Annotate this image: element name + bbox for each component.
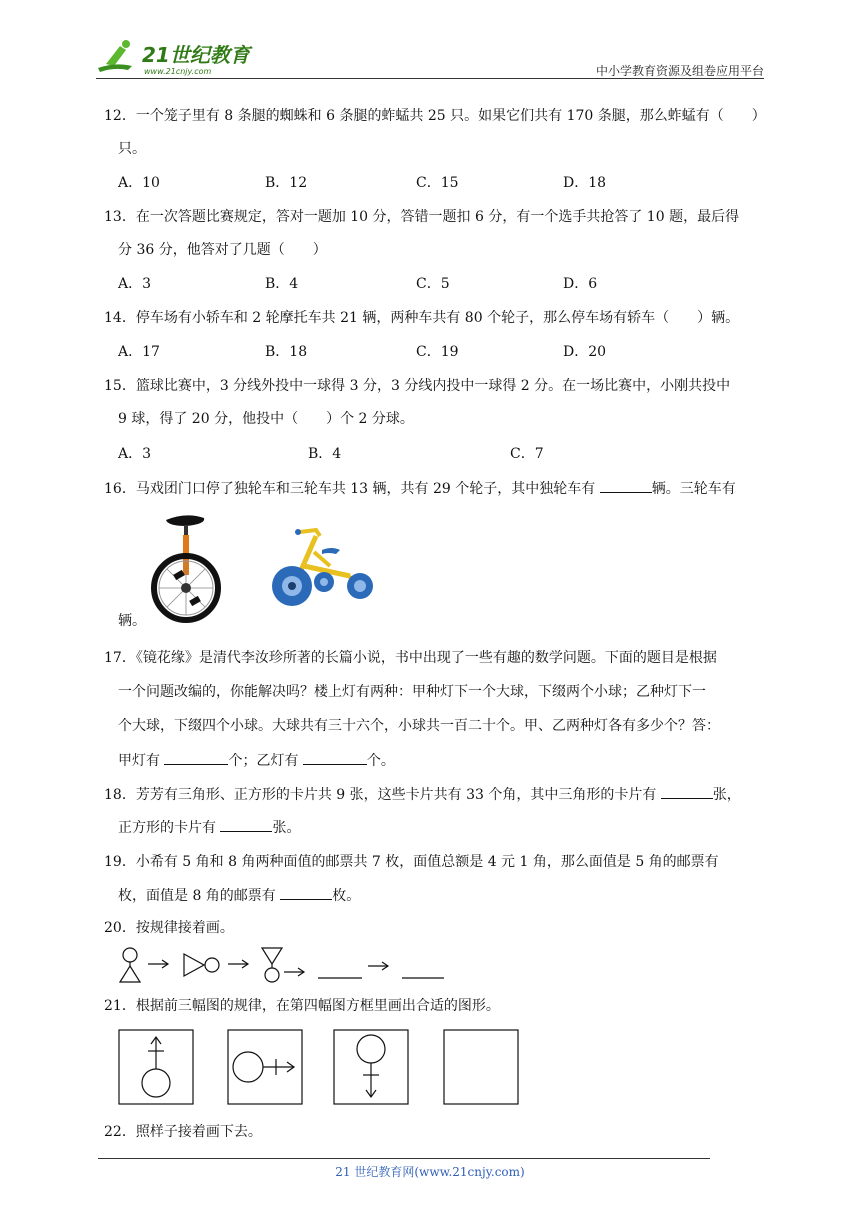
question-text: 在一次答题比赛规定，答对一题加 10 分，答错一题扣 6 分，有一个选手共抢答了 10 题，最后得 <box>135 209 740 225</box>
option-b[interactable]: B．4 <box>265 276 299 292</box>
option-d[interactable]: D．6 <box>563 276 598 292</box>
question-number: 14． <box>104 310 136 326</box>
question-15 <box>104 376 730 396</box>
question-12 <box>104 106 766 126</box>
option-c[interactable]: C．19 <box>416 344 459 360</box>
question-16-line2: 辆。 <box>118 613 146 629</box>
question-text: 马戏团门口停了独轮车和三轮车共 13 辆，共有 29 个轮子，其中独轮车有 <box>135 481 600 497</box>
svg-text:www.21cnjy.com: www.21cnjy.com <box>144 67 212 76</box>
answer-blank[interactable] <box>303 750 367 765</box>
question-number: 15． <box>104 378 136 394</box>
option-b[interactable]: B．18 <box>265 344 308 360</box>
question-17-line3: 个大球，下缀四个小球。大球共有三十六个，小球共一百二十个。甲、乙两种灯各有多少个？答： <box>118 718 720 734</box>
question-text-cont: 辆。三轮车有 <box>651 481 736 497</box>
question-17 <box>104 648 717 668</box>
question-16 <box>104 478 736 499</box>
question-number: 18． <box>104 787 136 803</box>
question-21 <box>104 996 500 1016</box>
answer-blank[interactable] <box>280 885 332 900</box>
answer-suffix: 个。 <box>366 753 395 769</box>
question-text: 《镜花缘》是清代李汝珍所著的长篇小说，书中出现了一些有趣的数学问题。下面的题目是根据 <box>135 650 717 666</box>
question-20 <box>104 918 234 938</box>
question-number: 16． <box>104 481 136 497</box>
question-number: 13． <box>104 209 136 225</box>
option-c[interactable]: C．7 <box>510 446 544 462</box>
question-13 <box>104 207 739 227</box>
pattern-boxes <box>116 1027 526 1107</box>
question-15-line2: 9 球，得了 20 分，他投中（ ）个 2 分球。 <box>118 411 414 427</box>
option-a[interactable]: A．10 <box>118 175 160 191</box>
answer-blank[interactable] <box>600 478 652 493</box>
header-divider <box>96 78 764 79</box>
question-number: 21． <box>104 998 136 1014</box>
question-17-line2: 一个问题改编的，你能解决吗？楼上灯有两种：甲种灯下一个大球，下缀两个小球；乙种灯下一 <box>118 684 706 700</box>
question-text: 照样子接着画下去。 <box>135 1124 262 1140</box>
footer-divider <box>98 1158 710 1159</box>
question-number: 17． <box>104 650 136 666</box>
footer-link[interactable]: 21 世纪教育网(www.21cnjy.com) <box>335 1165 525 1179</box>
question-number: 22． <box>104 1124 136 1140</box>
question-19 <box>104 852 719 872</box>
question-19-line2 <box>118 885 360 906</box>
question-text: 一个笼子里有 8 条腿的蜘蛛和 6 条腿的蚱蜢共 25 只。如果它们共有 170 条腿，那么蚱蜢有（ ） <box>135 108 766 124</box>
option-d[interactable]: D．18 <box>563 175 607 191</box>
answer-prefix: 正方形的卡片有 <box>118 820 221 836</box>
question-13-line2: 分 36 分，他答对了几题（ ） <box>118 242 327 258</box>
question-18-line2 <box>118 817 300 838</box>
site-logo <box>92 36 262 78</box>
option-a[interactable]: A．17 <box>118 344 160 360</box>
tricycle-image <box>266 522 376 612</box>
question-text: 篮球比赛中，3 分线外投中一球得 3 分，3 分线内投中一球得 2 分。在一场比赛中，小刚共投中 <box>135 378 731 394</box>
answer-prefix: 甲灯有 <box>118 753 165 769</box>
option-a[interactable]: A．3 <box>118 276 152 292</box>
option-a[interactable]: A．3 <box>118 446 152 462</box>
option-c[interactable]: C．15 <box>416 175 459 191</box>
answer-blank[interactable] <box>661 784 713 799</box>
question-text: 按规律接着画。 <box>135 920 234 936</box>
question-number: 12． <box>104 108 136 124</box>
answer-prefix: 枚，面值是 8 角的邮票有 <box>118 888 281 904</box>
option-c[interactable]: C．5 <box>416 276 450 292</box>
question-number: 19． <box>104 854 136 870</box>
pattern-sequence <box>116 944 456 986</box>
header-platform-text: 中小学教育资源及组卷应用平台 <box>595 64 764 78</box>
question-22 <box>104 1122 262 1142</box>
answer-blank[interactable] <box>164 750 228 765</box>
answer-middle: 个；乙灯有 <box>228 753 303 769</box>
option-d[interactable]: D．20 <box>563 344 607 360</box>
question-14 <box>104 308 739 328</box>
svg-text:21世纪教育: 21世纪教育 <box>142 43 250 67</box>
question-18 <box>104 784 741 805</box>
question-text: 停车场有小轿车和 2 轮摩托车共 21 辆，两种车共有 80 个轮子，那么停车场有轿车（ ）辆。 <box>135 310 740 326</box>
question-text: 芳芳有三角形、正方形的卡片共 9 张，这些卡片共有 33 个角，其中三角形的卡片有 <box>135 787 661 803</box>
answer-blank[interactable] <box>220 817 272 832</box>
question-text: 小希有 5 角和 8 角两种面值的邮票共 7 枚，面值总额是 4 元 1 角，那么面值是 5 角的邮票有 <box>135 854 719 870</box>
option-b[interactable]: B．4 <box>308 446 342 462</box>
option-b[interactable]: B．12 <box>265 175 308 191</box>
question-12-line2: 只。 <box>118 141 146 157</box>
unicycle-image <box>146 510 226 625</box>
question-text: 根据前三幅图的规律，在第四幅图方框里画出合适的图形。 <box>135 998 500 1014</box>
answer-suffix: 张。 <box>272 820 301 836</box>
answer-suffix: 枚。 <box>332 888 361 904</box>
question-17-line4 <box>118 750 395 771</box>
question-number: 20． <box>104 920 136 936</box>
question-text-cont: 张， <box>712 787 741 803</box>
